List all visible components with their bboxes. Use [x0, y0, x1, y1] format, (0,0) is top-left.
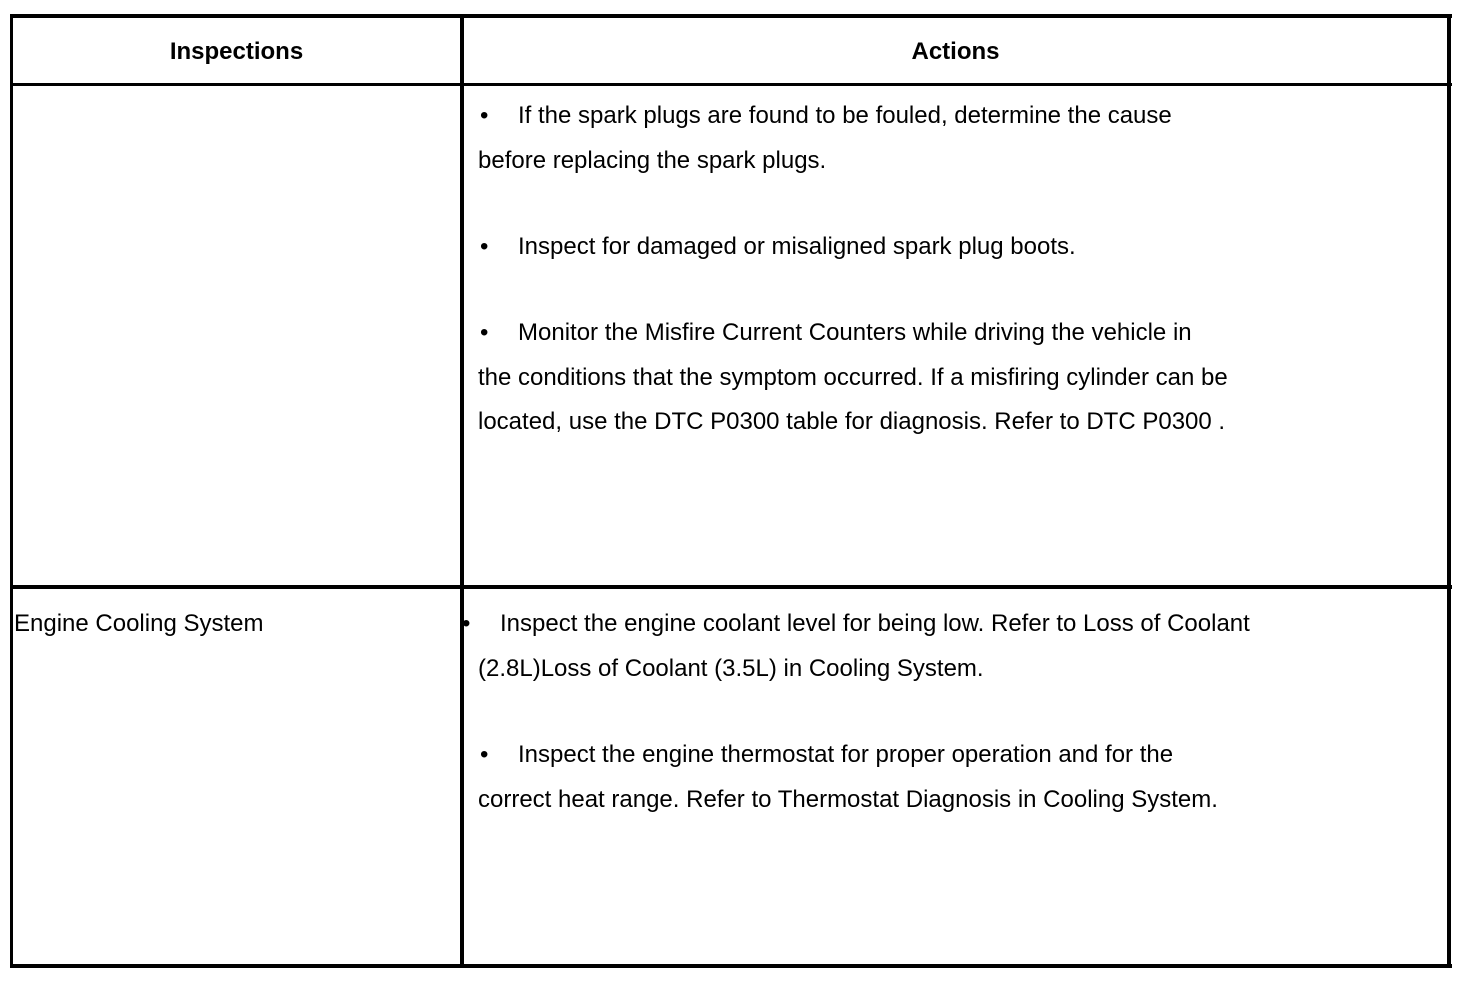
row-2-action-1: [462, 602, 1250, 691]
header-actions: Actions: [911, 38, 1000, 65]
row-1-action-1: [478, 94, 1172, 183]
column-divider: [460, 14, 464, 968]
bullet-icon: •: [480, 233, 489, 260]
action-line: correct heat range. Refer to Thermostat Diagnosis in Cooling System.: [478, 785, 1218, 813]
bullet-icon: •: [480, 741, 489, 768]
table-border-bottom: [10, 964, 1452, 968]
row-2-action-2: [478, 733, 1218, 822]
action-line: Monitor the Misfire Current Counters while driving the vehicle in: [518, 319, 1192, 346]
bullet-icon: •: [462, 610, 471, 637]
bullet-icon: •: [480, 102, 489, 129]
row-1-action-3: [478, 311, 1228, 445]
table-border-left: [10, 14, 13, 968]
row-1-action-2: [478, 225, 1076, 270]
diagnostic-table: [10, 14, 1452, 968]
action-line: Inspect for damaged or misaligned spark plug boots.: [518, 233, 1076, 260]
table-border-right: [1447, 14, 1451, 968]
action-line: before replacing the spark plugs.: [478, 146, 827, 174]
row-divider: [10, 585, 1452, 589]
action-line: If the spark plugs are found to be fouled, determine the cause: [518, 102, 1172, 129]
action-line: (2.8L)Loss of Coolant (3.5L) in Cooling System.: [478, 654, 984, 682]
action-line: located, use the DTC P0300 table for diagnosis. Refer to DTC P0300 .: [478, 408, 1226, 435]
header-divider: [10, 83, 1452, 86]
table-border-top: [10, 14, 1452, 18]
header-inspections: Inspections: [169, 38, 304, 65]
action-line: the conditions that the symptom occurred. If a misfiring cylinder can be: [478, 363, 1228, 391]
action-line: Inspect the engine coolant level for being low. Refer to Loss of Coolant: [500, 610, 1250, 637]
row-2-inspection: Engine Cooling System: [14, 610, 264, 637]
bullet-icon: •: [480, 319, 489, 346]
action-line: Inspect the engine thermostat for proper operation and for the: [518, 741, 1174, 768]
